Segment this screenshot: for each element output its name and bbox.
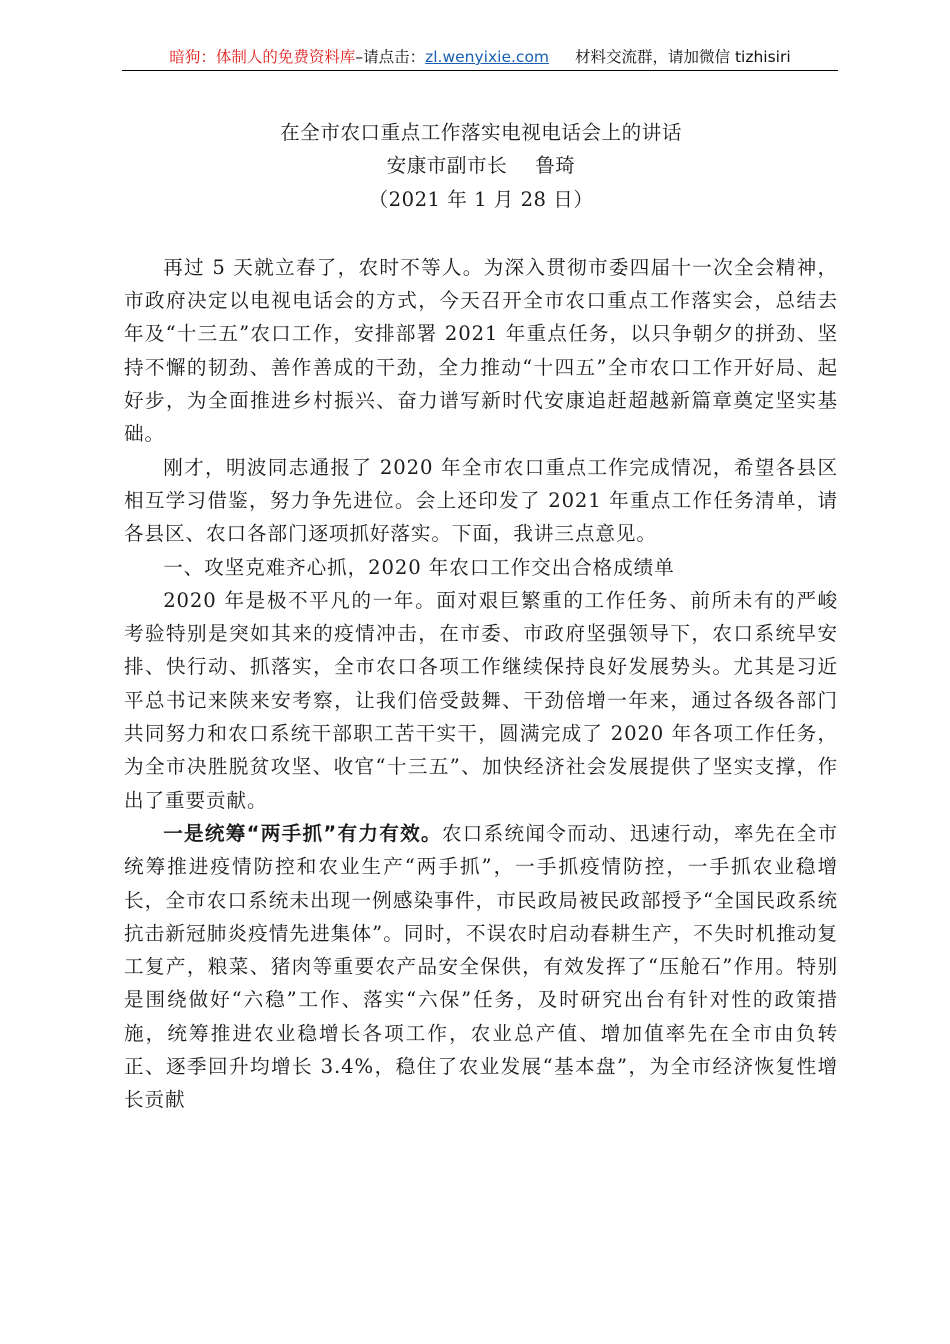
document-title: 在全市农口重点工作落实电视电话会上的讲话 — [280, 121, 682, 144]
paragraph-intro: 再过 5 天就立春了，农时不等人。为深入贯彻市委四届十一次全会精神，市政府决定以电视电话会的方式，今天召开全市农口重点工作落实会，总结去年及“十三五”农口工作，安排部署 2021 年重点任务，以只争朝夕的拼劲、坚持不懈的韧劲、善作善成的干劲，全力推动“十四五”全市农口工作开好局、起好步，为全面推进乡村振兴、奋力谱写新时代安康追赶超越新篇章奠定坚实基础。 — [124, 255, 838, 446]
author-role: 安康市副市长 — [386, 154, 508, 178]
title-block — [124, 116, 838, 216]
paragraph-point-1 — [124, 817, 838, 1117]
watermark-header — [122, 46, 838, 71]
author-name: 鲁琦 — [535, 154, 576, 178]
point-1-text: 农口系统闻令而动、迅速行动，率先在全市统筹推进疫情防控和农业生产“两手抓”，一手抓疫情防控，一手抓农业稳增长，全市农口系统未出现一例感染事件，市民政局被民政部授予“全国民政系统抗击新冠肺炎疫情先进集体”。同时，不误农时启动春耕生产，不失时机推动复工复产，粮菜、猪肉等重要农产品安全保供，有效发挥了“压舱石”作用。特别是围绕做好“六稳”工作、落实“六保”任务，及时研究出台有针对性的政策措施，统筹推进农业稳增长各项工作，农业总产值、增加值率先在全市由负转正、逐季回升均增长 3.4%，稳住了农业发展“基本盘”，为全市经济恢复性增长贡献 — [124, 821, 838, 1112]
document-date: （2021 年 1 月 28 日） — [368, 187, 594, 211]
prompt-text: –请点击： — [355, 48, 426, 66]
author-line — [124, 149, 838, 182]
paragraph-briefing: 刚才，明波同志通报了 2020 年全市农口重点工作完成情况，希望各县区相互学习借鉴，努力争先进位。会上还印发了 2021 年重点工作任务清单，请各县区、农口各部门逐项抓好落实。下面，我讲三点意见。 — [124, 455, 838, 546]
contact-text: 材料交流群，请加微信 tizhisiri — [575, 48, 791, 66]
site-link[interactable]: zl.wenyixie.com — [425, 48, 550, 66]
point-1-lead: 一是统筹“两手抓”有力有效。 — [163, 821, 442, 845]
document-body — [124, 116, 838, 1117]
brand-text: 暗狗：体制人的免费资料库 — [169, 48, 356, 66]
paragraph-2020-summary: 2020 年是极不平凡的一年。面对艰巨繁重的工作任务、前所未有的严峻考验特别是突如其来的疫情冲击，在市委、市政府坚强领导下，农口系统早安排、快行动、抓落实，全市农口各项工作继续保持良好发展势头。尤其是习近平总书记来陕来安考察，让我们倍受鼓舞、干劲倍增一年来，通过各级各部门共同努力和农口系统干部职工苦干实干，圆满完成了 2020 年各项工作任务，为全市决胜脱贫攻坚、收官“十三五”、加快经济社会发展提供了坚实支撑，作出了重要贡献。 — [124, 588, 838, 812]
section-heading-1: 一、攻坚克难齐心抓，2020 年农口工作交出合格成绩单 — [163, 555, 675, 579]
